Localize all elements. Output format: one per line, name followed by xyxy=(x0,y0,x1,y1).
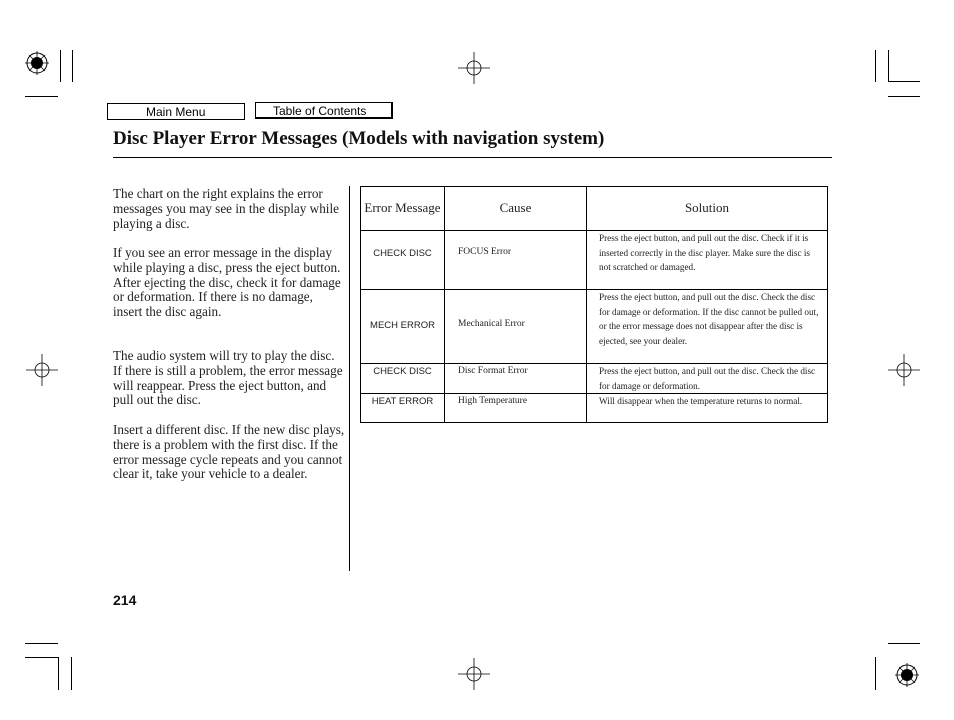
crosshair-icon xyxy=(886,352,922,388)
error-cause: High Temperature xyxy=(445,394,587,423)
title-rule xyxy=(113,157,832,158)
error-cause: Mechanical Error xyxy=(445,290,587,364)
table-row xyxy=(361,290,828,364)
eject-paragraph: If you see an error message in the display while playing a disc, press the eject button. After ejecting the disc, check it for damage or deformation. If there is no damage, insert the disc again. xyxy=(113,245,341,320)
error-solution: Press the eject button, and pull out the disc. Check the disc for damage or deformation. xyxy=(587,364,828,394)
table-row xyxy=(361,231,828,290)
error-code: CHECK DISC xyxy=(361,231,445,290)
error-code: MECH ERROR xyxy=(361,290,445,364)
crosshair-icon xyxy=(24,352,60,388)
page-title: Disc Player Error Messages (Models with navigation system) xyxy=(113,128,605,149)
column-divider xyxy=(349,186,350,571)
error-message-table xyxy=(360,186,828,423)
intro-paragraph: The chart on the right explains the error messages you may see in the display while playing a disc. xyxy=(113,186,339,231)
header-cause: Cause xyxy=(445,187,587,231)
error-code: CHECK DISC xyxy=(361,364,445,394)
error-code: HEAT ERROR xyxy=(361,394,445,423)
crosshair-icon xyxy=(456,656,492,692)
error-solution: Press the eject button, and pull out the disc. Check the disc for damage or deformation. If the disc cannot be pulled out, or the error message does not disappear after the disc is ejected, see your dealer. xyxy=(587,290,828,364)
error-cause: Disc Format Error xyxy=(445,364,587,394)
crosshair-icon xyxy=(456,50,492,86)
header-error-message: Error Message xyxy=(361,187,445,231)
error-solution: Press the eject button, and pull out the disc. Check if it is inserted correctly in the disc player. Make sure the disc is not scratched or damaged. xyxy=(587,231,828,290)
error-solution: Will disappear when the temperature returns to normal. xyxy=(587,394,828,423)
table-row xyxy=(361,394,828,423)
registration-target-icon xyxy=(892,660,924,692)
table-row xyxy=(361,364,828,394)
table-of-contents-button[interactable]: Table of Contents xyxy=(255,102,393,119)
retry-paragraph: The audio system will try to play the disc. If there is still a problem, the error message will reappear. Press the eject button, and pull out the disc. xyxy=(113,348,343,408)
header-solution: Solution xyxy=(587,187,828,231)
main-menu-button[interactable]: Main Menu xyxy=(107,103,245,120)
registration-target-icon xyxy=(22,48,62,80)
table-header-row xyxy=(361,187,828,231)
error-cause: FOCUS Error xyxy=(445,231,587,290)
dealer-paragraph: Insert a different disc. If the new disc plays, there is a problem with the first disc. If the error message cycle repeats and you cannot clear it, take your vehicle to a dealer. xyxy=(113,422,345,482)
page-number: 214 xyxy=(113,592,137,608)
